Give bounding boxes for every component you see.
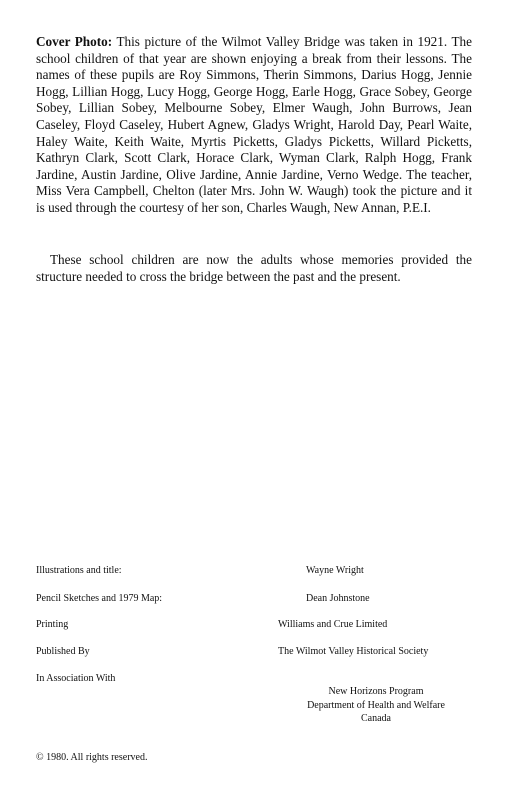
credit-value-sketches: Dean Johnstone: [306, 593, 370, 604]
credit-label-printing: Printing: [36, 619, 69, 630]
credit-value-published: The Wilmot Valley Historical Society: [278, 646, 429, 657]
credit-label-published: Published By: [36, 646, 90, 657]
credit-value-printing: Williams and Crue Limited: [278, 619, 388, 630]
credit-label-association: In Association With: [36, 673, 116, 684]
association-line-1: New Horizons Program: [328, 686, 424, 697]
credit-label-sketches: Pencil Sketches and 1979 Map:: [36, 593, 163, 604]
association-block: [290, 685, 462, 726]
memories-paragraph: These school children are now the adults whose memories provided the structure needed to cross the bridge between the past and the present.: [36, 252, 472, 284]
cover-photo-label: Cover Photo:: [36, 34, 113, 49]
cover-photo-paragraph: [36, 34, 472, 217]
credit-value-illustrations: Wayne Wright: [306, 565, 364, 576]
copyright-notice: © 1980. All rights reserved.: [36, 752, 148, 763]
credit-label-illustrations: Illustrations and title:: [36, 565, 122, 576]
cover-photo-text: This picture of the Wilmot Valley Bridge was taken in 1921. The school children of that year are shown enjoying a break from their lessons. The names of these pupils are Roy Simmons, Therin Simmons, Darius Hogg, Jennie Hogg, Lillian Hogg, Lucy Hogg, George Hogg, Earle Hogg, Grace Sobey, George Sobey, Lillian Sobey, Melbourne Sobey, Elmer Waugh, John Burrows, Jean Caseley, Floyd Caseley, Hubert Agnew, Gladys Wright, Harold Day, Pearl Waite, Haley Waite, Keith Waite, Myrtis Picketts, Gladys Picketts, Willard Picketts, Kathryn Clark, Scott Clark, Horace Clark, Wyman Clark, Ralph Hogg, Frank Jardine, Austin Jardine, Olive Jardine, Annie Jardine, Verno Wedge. The teacher, Miss Vera Campbell, Chelton (later Mrs. John W. Waugh) took the picture and it is used through the courtesy of her son, Charles Waugh, New Annan, P.E.I.: [36, 34, 472, 215]
association-line-3: Canada: [361, 713, 391, 724]
association-line-2: Department of Health and Welfare: [307, 699, 445, 711]
